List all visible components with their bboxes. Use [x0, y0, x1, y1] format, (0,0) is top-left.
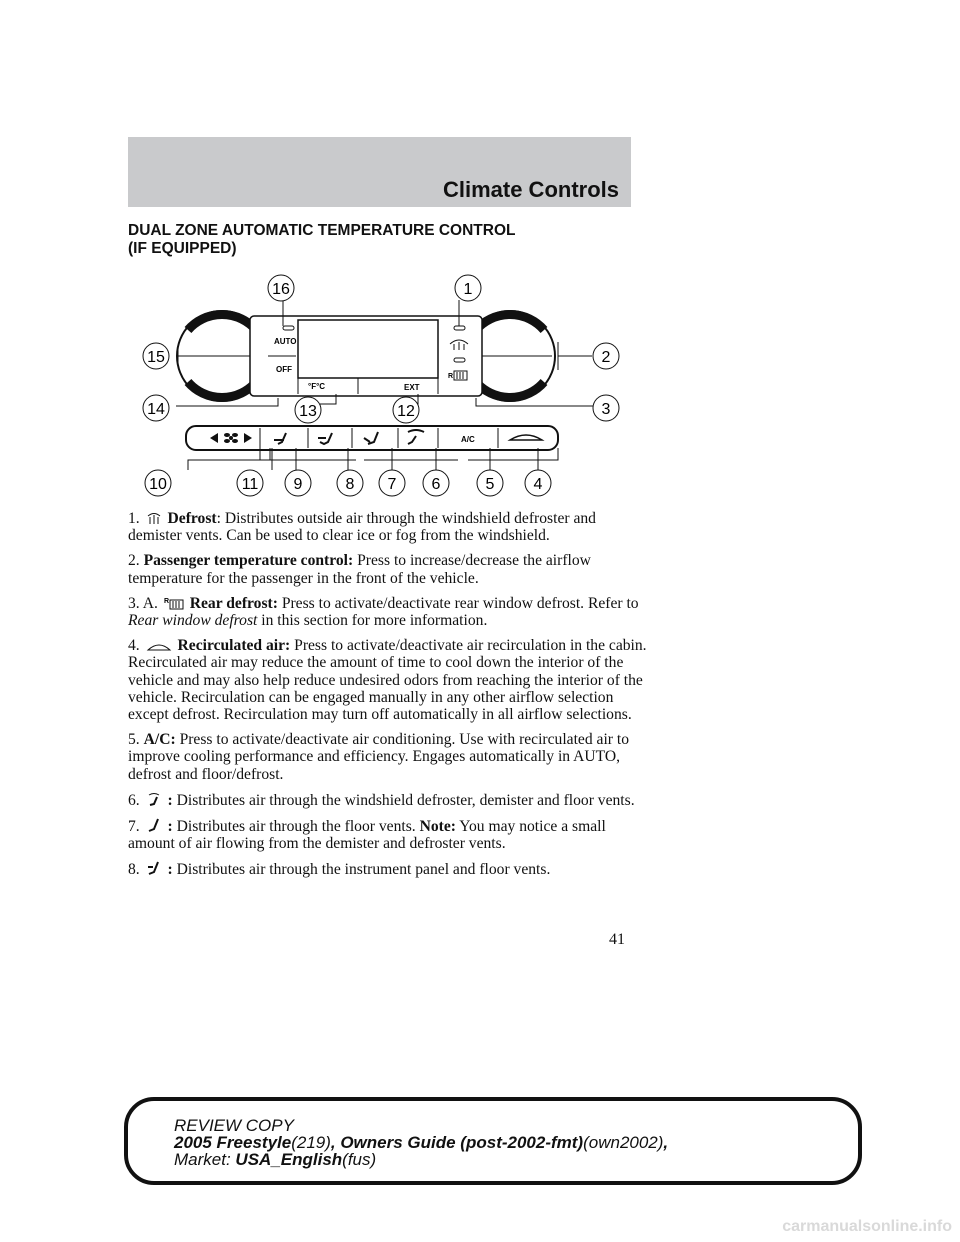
footer-line1: REVIEW COPY: [174, 1116, 294, 1135]
svg-text:16: 16: [272, 281, 290, 298]
callout-11: [237, 470, 263, 496]
floor-vent-icon: [146, 817, 162, 833]
callout-8: [337, 470, 363, 496]
defrost-icon: [146, 511, 162, 525]
item-1: 1. Defrost: Distributes outside air through the windshield defroster and demister vents. Can be used to clear ice or fog from the windshield.: [128, 510, 596, 545]
callout-5: [477, 470, 503, 496]
item-3: 3. A. R Rear defrost: Press to activate/deactivate rear window defrost. Refer to Rear window defrost in this section for more information.: [128, 594, 639, 630]
svg-text:R: R: [163, 597, 169, 605]
footer-line2: 2005 Freestyle(219), Owners Guide (post-2002-fmt)(own2002),: [174, 1133, 669, 1152]
display-screen: [298, 320, 438, 378]
units-button-text: °F°C: [308, 382, 326, 391]
rear-defrost-icon: [164, 596, 184, 610]
ac-button-text: A/C: [461, 435, 475, 444]
callout-14: [143, 395, 169, 421]
item-5: 5. A/C: Press to activate/deactivate air conditioning. Use with recirculated air to improve cooling performance and efficiency. Engages automatically in AUTO, defrost and floor/defrost.: [128, 731, 630, 783]
rear-defrost-r-text: R: [448, 373, 454, 380]
svg-text:12: 12: [397, 403, 415, 420]
svg-text:9: 9: [293, 476, 303, 493]
svg-text:3: 3: [601, 401, 611, 418]
auto-button-text: AUTO: [274, 337, 297, 346]
section-title-line1: DUAL ZONE AUTOMATIC TEMPERATURE CONTROL: [128, 222, 516, 239]
item-descriptions: [128, 510, 648, 887]
svg-text:7: 7: [387, 476, 397, 493]
callout-4: [525, 470, 551, 496]
watermark: carmanualsonline.info: [782, 1218, 952, 1235]
callout-1: [455, 275, 481, 301]
svg-text:14: 14: [147, 401, 165, 418]
svg-text:2: 2: [601, 349, 611, 366]
recirculation-icon: [146, 640, 172, 652]
ext-button-text: EXT: [404, 383, 420, 392]
item-6: 6. : Distributes air through the windshield defroster, demister and floor vents.: [128, 791, 635, 809]
callout-10: [145, 470, 171, 496]
callout-13: [295, 397, 321, 423]
svg-text:8: 8: [345, 476, 355, 493]
callout-15: [143, 343, 169, 369]
svg-text:1: 1: [463, 281, 473, 298]
off-button-text: OFF: [276, 365, 292, 374]
airflow-button-bar: [186, 426, 558, 450]
svg-text:10: 10: [149, 476, 167, 493]
item-2: 2. Passenger temperature control: Press to increase/decrease the airflow temperature for the passenger in the front of the vehicle.: [128, 552, 591, 587]
callout-16: [268, 275, 294, 301]
page-number: 41: [609, 931, 625, 948]
svg-text:13: 13: [299, 403, 317, 420]
section-title: [128, 222, 648, 258]
item-4: 4. Recirculated air: Press to activate/deactivate air recirculation in the cabin. Recirculated air may reduce the amount of time to cool down the interior of the vehicle and may also help reduce undesired odors from reaching the interior of the vehicle. Recirculation can be engaged manually in any other airflow selection except defrost. Recirculation may turn off automatically in all airflow selections.: [128, 637, 647, 724]
floor-defrost-icon: [146, 791, 162, 807]
callout-12: [393, 397, 419, 423]
section-title-line2: (IF EQUIPPED): [128, 240, 237, 257]
callout-3: [593, 395, 619, 421]
panel-floor-vent-icon: [146, 860, 162, 876]
header-band: [128, 137, 631, 207]
item-7: 7. : Distributes air through the floor vents. Note: You may notice a small amount of air flowing from the demister and defroster vents.: [128, 818, 606, 853]
svg-text:4: 4: [533, 476, 543, 493]
footer-line3: Market: USA_English(fus): [174, 1150, 377, 1169]
review-copy-footer: [124, 1097, 862, 1185]
callout-6: [423, 470, 449, 496]
svg-text:6: 6: [431, 476, 441, 493]
callout-9: [285, 470, 311, 496]
callout-7: [379, 470, 405, 496]
item-8: 8. : Distributes air through the instrument panel and floor vents.: [128, 861, 551, 879]
svg-text:5: 5: [485, 476, 495, 493]
callout-2: [593, 343, 619, 369]
page-header-title: Climate Controls: [442, 177, 619, 202]
svg-text:11: 11: [241, 476, 259, 493]
svg-text:15: 15: [147, 349, 165, 366]
climate-control-diagram: [128, 270, 648, 506]
